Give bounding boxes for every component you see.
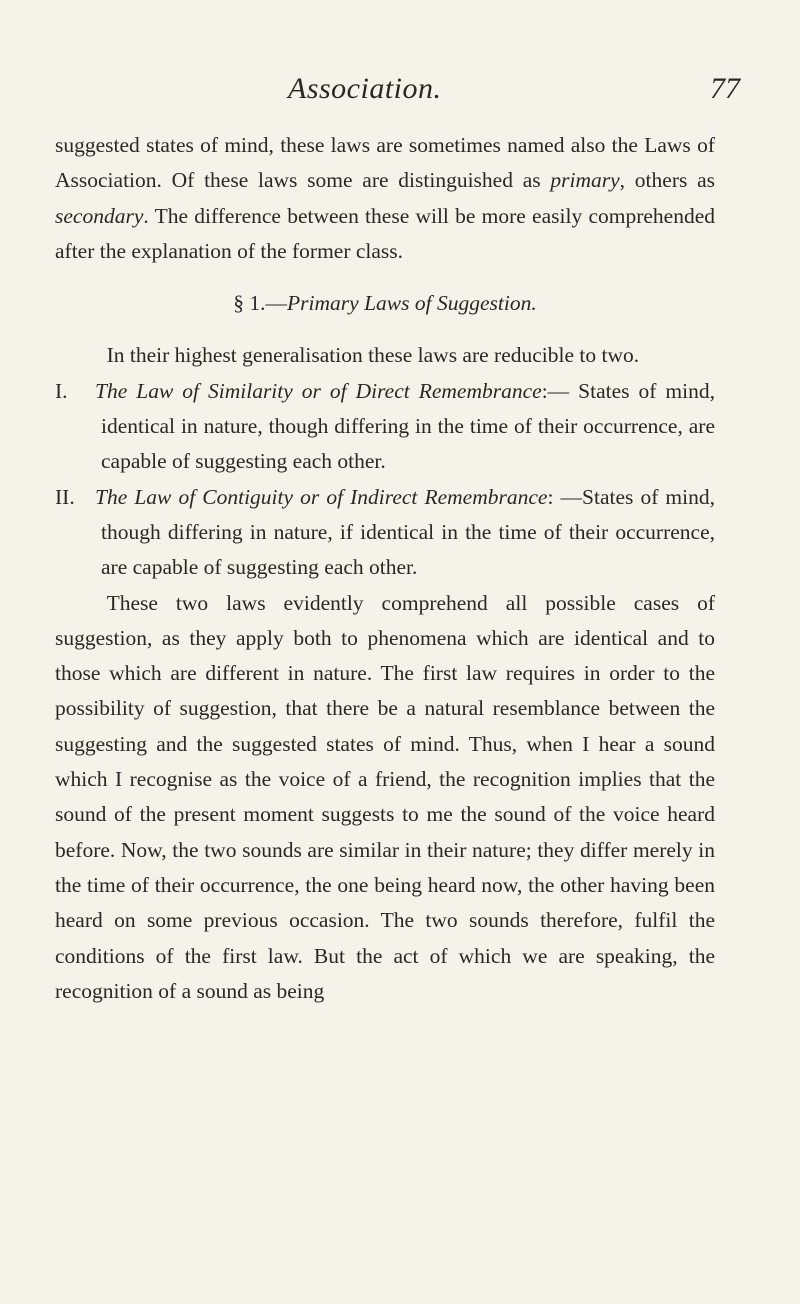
paragraph-laws-of-association [55,128,715,269]
term-secondary: secondary [55,203,144,228]
paragraph-text: suggested states of mind, these laws are sometimes named also the Laws of Association. Of these laws some are distinguished as [55,133,715,193]
law-text: :— States of mind, identical in nature, though differing in the time of their occurrence, are capable of suggesting each other. [101,378,715,474]
page-number: 77 [710,72,740,105]
law-numeral: II. [55,484,75,509]
section-heading [55,286,715,321]
law-title: The Law of Contiguity or of Indirect Remembrance [95,484,548,509]
section-marker: § 1.— [233,291,288,316]
running-head [0,72,800,112]
law-similarity [55,374,715,480]
text-block [55,128,715,1009]
paragraph-text: , others as [619,168,716,193]
section-title: Primary Laws of Suggestion. [287,291,537,316]
paragraph-two-laws: These two laws evidently comprehend all possible cases of suggestion, as they apply both to phenomena which are identical and to those which are different in nature. The first law requires in order to the possibility of suggestion, that there be a natural resemblance between the suggesting and the suggested states of mind. Thus, when I hear a sound which I recognise as the voice of a friend, the recognition implies that the sound of the present moment suggests to me the sound of the voice heard before. Now, the two sounds are similar in their nature; they differ merely in the time of their occurrence, the one being heard now, the other having been heard on some previous occasion. The two sounds therefore, fulfil the conditions of the first law. But the act of which we are speaking, the recognition of a sound as being [55,590,715,1003]
paragraph-text: . The difference between these will be more easily comprehended after the explanation of the former class. [55,203,715,263]
law-contiguity [55,480,715,586]
paragraph-generalisation: In their highest generalisation these laws are reducible to two. [106,343,640,368]
running-title: Association. [288,72,442,105]
law-numeral: I. [55,378,68,403]
term-primary: primary [550,168,620,193]
law-title: The Law of Similarity or of Direct Remembrance [95,378,542,403]
law-text: : —States of mind, though differing in nature, if identical in the time of their occurrence, are capable of suggesting each other. [101,484,716,580]
